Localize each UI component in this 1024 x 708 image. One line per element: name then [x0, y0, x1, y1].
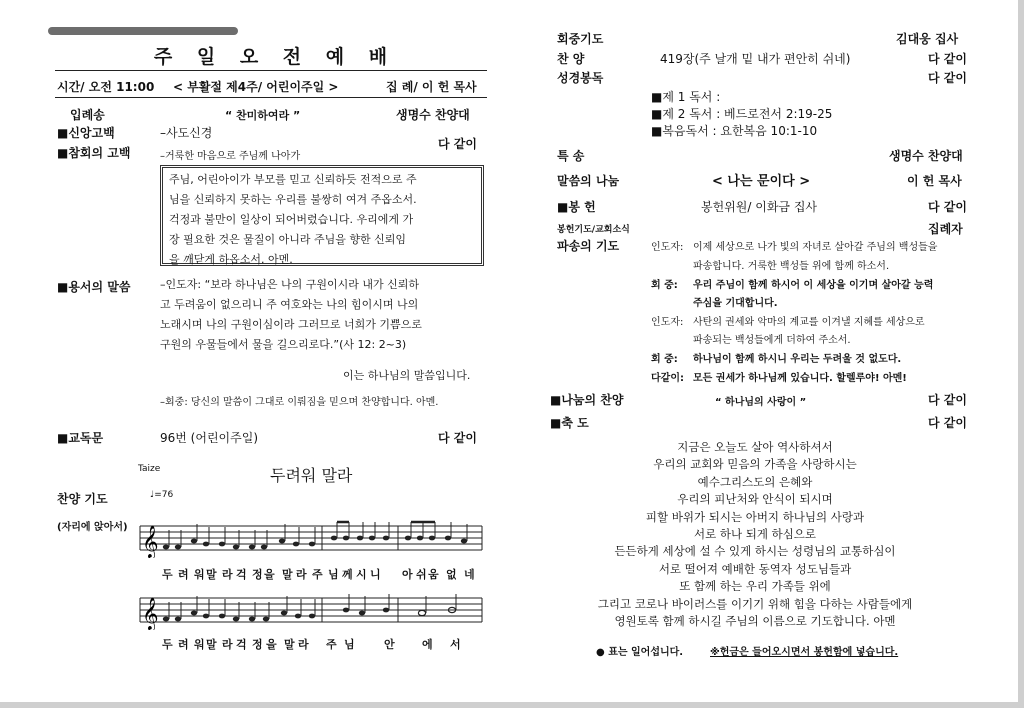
benediction-line: 예수그리스도의 은혜와 — [697, 474, 813, 489]
sunday-name: < 부활절 제4주/ 어린이주일 > — [173, 80, 339, 94]
benediction-line: 그리고 코로나 바이러스를 이기기 위해 힘을 다하는 사람들에게 — [597, 596, 913, 611]
hymn-text: 419장(주 날개 밑 내가 편안히 쉬네) — [660, 52, 851, 66]
hymn-label: 찬 양 — [557, 52, 585, 66]
confession-line: 걱정과 불만이 일상이 되어버렸습니다. 우리에게 가 — [169, 213, 414, 226]
responsive-label: ■교독문 — [57, 431, 104, 445]
benediction-text — [545, 439, 965, 630]
sermon-label: 말씀의 나눔 — [557, 174, 620, 188]
song-tempo: ♩=76 — [150, 490, 174, 500]
absolution-line: 구원의 우물들에서 물을 길으리로다.”(사 12: 2~3) — [160, 338, 407, 351]
lyric-syllable: 안 — [384, 638, 395, 651]
page-edge-right — [1018, 0, 1024, 708]
share-song-together: 다 같이 — [928, 393, 967, 407]
share-song-text: “ 하나님의 사랑이 ” — [715, 397, 807, 408]
dialogue-line: 주심을 기대합니다. — [693, 298, 778, 309]
lyric-syllable: 워 — [194, 568, 205, 581]
confession-line: 주님, 어린아이가 부모를 믿고 신뢰하듯 전적으로 주 — [169, 173, 417, 186]
hymn-together: 다 같이 — [928, 52, 967, 66]
music-staff-1 — [136, 518, 486, 558]
lyric-syllable: 없 — [446, 568, 457, 581]
share-song-label: ■나눔의 찬양 — [550, 393, 624, 407]
offering-together: 다 같이 — [928, 200, 967, 214]
responsive-text: 96번 (어린이주일) — [160, 431, 258, 445]
song-title: 두려워 말라 — [270, 466, 353, 485]
reading-line-3: ■복음독서 : 요한복음 10:1-10 — [651, 124, 818, 138]
sending-label: 파송의 기도 — [557, 239, 620, 253]
absolution-line: 노래시며 나의 구원이심이라 그러므로 너희가 기쁨으로 — [160, 318, 422, 331]
confession-line: 장 필요한 것은 물질이 아니라 주님을 향한 신뢰임 — [169, 233, 406, 246]
confession-together: 다 같이 — [438, 137, 477, 151]
lyric-syllable: 을 — [266, 638, 277, 651]
treble-clef-icon: 𝄞 — [142, 597, 159, 630]
speaker: 다같이: — [651, 373, 684, 384]
lyric-syllable: 에 — [422, 638, 433, 651]
confession-label: ■참회의 고백 — [57, 146, 131, 160]
sending-label-small: 봉헌기도/교회소식 — [557, 225, 630, 235]
creed-text: –사도신경 — [160, 126, 213, 140]
reading-line-1: ■제 1 독서 : — [651, 90, 721, 104]
service-time: 시간/ 오전 11:00 — [57, 80, 155, 94]
benediction-line: 피할 바위가 되시는 아버지 하나님의 사랑과 — [645, 509, 865, 524]
benediction-together: 다 같이 — [928, 416, 967, 430]
absolution-closing: 이는 하나님의 말씀입니다. — [343, 369, 471, 382]
dialogue-line: 파송합니다. 거룩한 백성들 위에 함께 하소서. — [693, 261, 890, 272]
absolution-label: ■용서의 말씀 — [57, 280, 131, 294]
entrance-hymn: “ 찬미하여라 ” — [225, 109, 301, 122]
dialogue-line: 파송되는 백성들에게 더하여 주소서. — [693, 335, 851, 346]
benediction-line: 지금은 오늘도 살아 역사하셔서 — [677, 440, 833, 454]
benediction-line: 영원토록 함께 하시길 주님의 이름으로 기도합니다. 아멘 — [614, 614, 896, 629]
lyric-syllable: 서 — [450, 638, 461, 651]
dialogue-line: 사탄의 권세와 악마의 계교를 이겨낼 지혜를 세상으로 — [693, 317, 925, 328]
speaker: 인도자: — [651, 317, 684, 328]
page-edge-bottom — [0, 702, 1024, 708]
lyric-syllable: 걱 — [236, 568, 247, 581]
lyric-syllable: 라 — [298, 638, 309, 651]
lyric-syllable: 쉬 — [416, 568, 427, 581]
footer-offering-note: ※헌금은 들어오시면서 봉헌함에 넣습니다. — [710, 647, 899, 658]
offering-note: 봉헌위원/ 이화금 집사 — [701, 200, 818, 214]
sending-leader: 집례자 — [928, 222, 963, 236]
special-performer: 생명수 찬양대 — [889, 149, 963, 163]
scroll-thumb[interactable] — [48, 27, 238, 35]
lyric-syllable: 님 — [344, 638, 355, 651]
lyric-syllable: 정 — [252, 568, 263, 581]
lyric-syllable: 을 — [264, 568, 275, 581]
prayer-person: 김대웅 집사 — [896, 32, 959, 46]
lyric-syllable: 네 — [464, 568, 475, 581]
lyric-syllable: 주 — [312, 568, 323, 581]
lyric-syllable: 께 — [342, 568, 353, 581]
lyric-syllable: 말 — [284, 638, 295, 651]
lyric-syllable: 정 — [252, 638, 263, 651]
service-leader: 집 례/ 이 헌 목사 — [386, 80, 477, 94]
dialogue-line: 모든 권세가 하나님께 있습니다. 할렐루야! 아멘! — [693, 373, 907, 384]
reading-label: 성경봉독 — [557, 71, 604, 85]
dialogue-line: 우리 주님이 함께 하시어 이 세상을 이기며 살아갈 능력 — [693, 280, 934, 291]
responsive-together: 다 같이 — [438, 431, 477, 445]
absolution-text — [160, 275, 422, 355]
confession-line: 님을 신뢰하지 못하는 우리를 불쌍히 여겨 주옵소서. — [169, 193, 417, 206]
lyric-syllable: 두 — [162, 638, 173, 651]
song-composer: Taize — [138, 464, 161, 474]
reading-together: 다 같이 — [928, 71, 967, 85]
lyric-syllable: 말 — [206, 638, 217, 651]
lyric-syllable: 워 — [194, 638, 205, 651]
speaker: 회 중: — [651, 354, 678, 365]
lyric-syllable: 말 — [282, 568, 293, 581]
treble-clef-icon: 𝄞 — [142, 525, 159, 558]
title-rule — [55, 70, 487, 71]
dialogue-line: 이제 세상으로 나가 빛의 자녀로 살아갈 주님의 백성들을 — [693, 242, 938, 253]
benediction-line: 서로 떨어져 예배한 동역자 성도님들과 — [658, 561, 852, 576]
service-title: 주 일 오 전 예 배 — [153, 46, 397, 68]
lyric-syllable: 려 — [178, 568, 189, 581]
confession-instruction: –거룩한 마음으로 주님께 나아가 — [160, 151, 301, 162]
benediction-line: 우리의 피난처와 안식이 되시며 — [677, 492, 833, 507]
speaker: 회 중: — [651, 280, 678, 291]
entrance-label: 입례송 — [70, 108, 105, 122]
benediction-line: 우리의 교회와 믿음의 가족을 사랑하시는 — [653, 457, 857, 472]
lyric-syllable: 주 — [326, 638, 337, 651]
offering-label: ■봉 헌 — [557, 200, 596, 214]
lyric-syllable: 말 — [206, 568, 217, 581]
lyric-syllable: 님 — [328, 568, 339, 581]
benediction-line: 또 함께 하는 우리 가족들 위에 — [679, 579, 831, 594]
absolution-line: 고 두려움이 없으리니 주 여호와는 나의 힘이시며 나의 — [160, 298, 419, 311]
speaker: 인도자: — [651, 242, 684, 253]
song-sub: (자리에 앉아서) — [57, 522, 128, 533]
lyric-syllable: 니 — [370, 568, 381, 581]
confession-box — [160, 165, 484, 266]
lyric-syllable: 걱 — [236, 638, 247, 651]
lyric-syllable: 아 — [402, 568, 413, 581]
lyric-syllable: 움 — [428, 568, 439, 581]
creed-label: ■신앙고백 — [57, 126, 115, 140]
sermon-title: < 나는 문이다 > — [712, 174, 811, 189]
special-label: 특 송 — [557, 149, 585, 163]
lyric-syllable: 려 — [178, 638, 189, 651]
prayer-label: 회중기도 — [557, 32, 604, 46]
entrance-performer: 생명수 찬양대 — [396, 108, 470, 122]
reading-line-2: ■제 2 독서 : 베드로전서 2:19-25 — [651, 107, 833, 121]
lyric-syllable: 라 — [222, 568, 233, 581]
footer-standing-note: ● 표는 일어섭니다. — [596, 647, 684, 658]
sermon-preacher: 이 헌 목사 — [907, 174, 962, 188]
absolution-line: –인도자: “보라 하나님은 나의 구원이시라 내가 신뢰하 — [160, 278, 420, 291]
confession-line: 을 깨닫게 하옵소서. 아멘. — [169, 253, 293, 266]
lyric-syllable: 두 — [162, 568, 173, 581]
music-staff-2 — [136, 590, 486, 630]
lyric-syllable: 라 — [222, 638, 233, 651]
benediction-label: ■축 도 — [550, 416, 589, 430]
info-rule — [55, 97, 487, 98]
lyric-syllable: 라 — [296, 568, 307, 581]
song-label: 찬양 기도 — [57, 492, 108, 506]
lyric-syllable: 시 — [356, 568, 367, 581]
dialogue-line: 하나님이 함께 하시니 우리는 두려울 것 없도다. — [693, 354, 902, 365]
benediction-line: 든든하게 세상에 설 수 있게 하시는 성령님의 교통하심이 — [614, 544, 896, 559]
benediction-line: 서로 하나 되게 하심으로 — [693, 527, 817, 542]
absolution-response: –회중: 당신의 말씀이 그대로 이뤄짐을 믿으며 찬양합니다. 아멘. — [160, 397, 439, 408]
